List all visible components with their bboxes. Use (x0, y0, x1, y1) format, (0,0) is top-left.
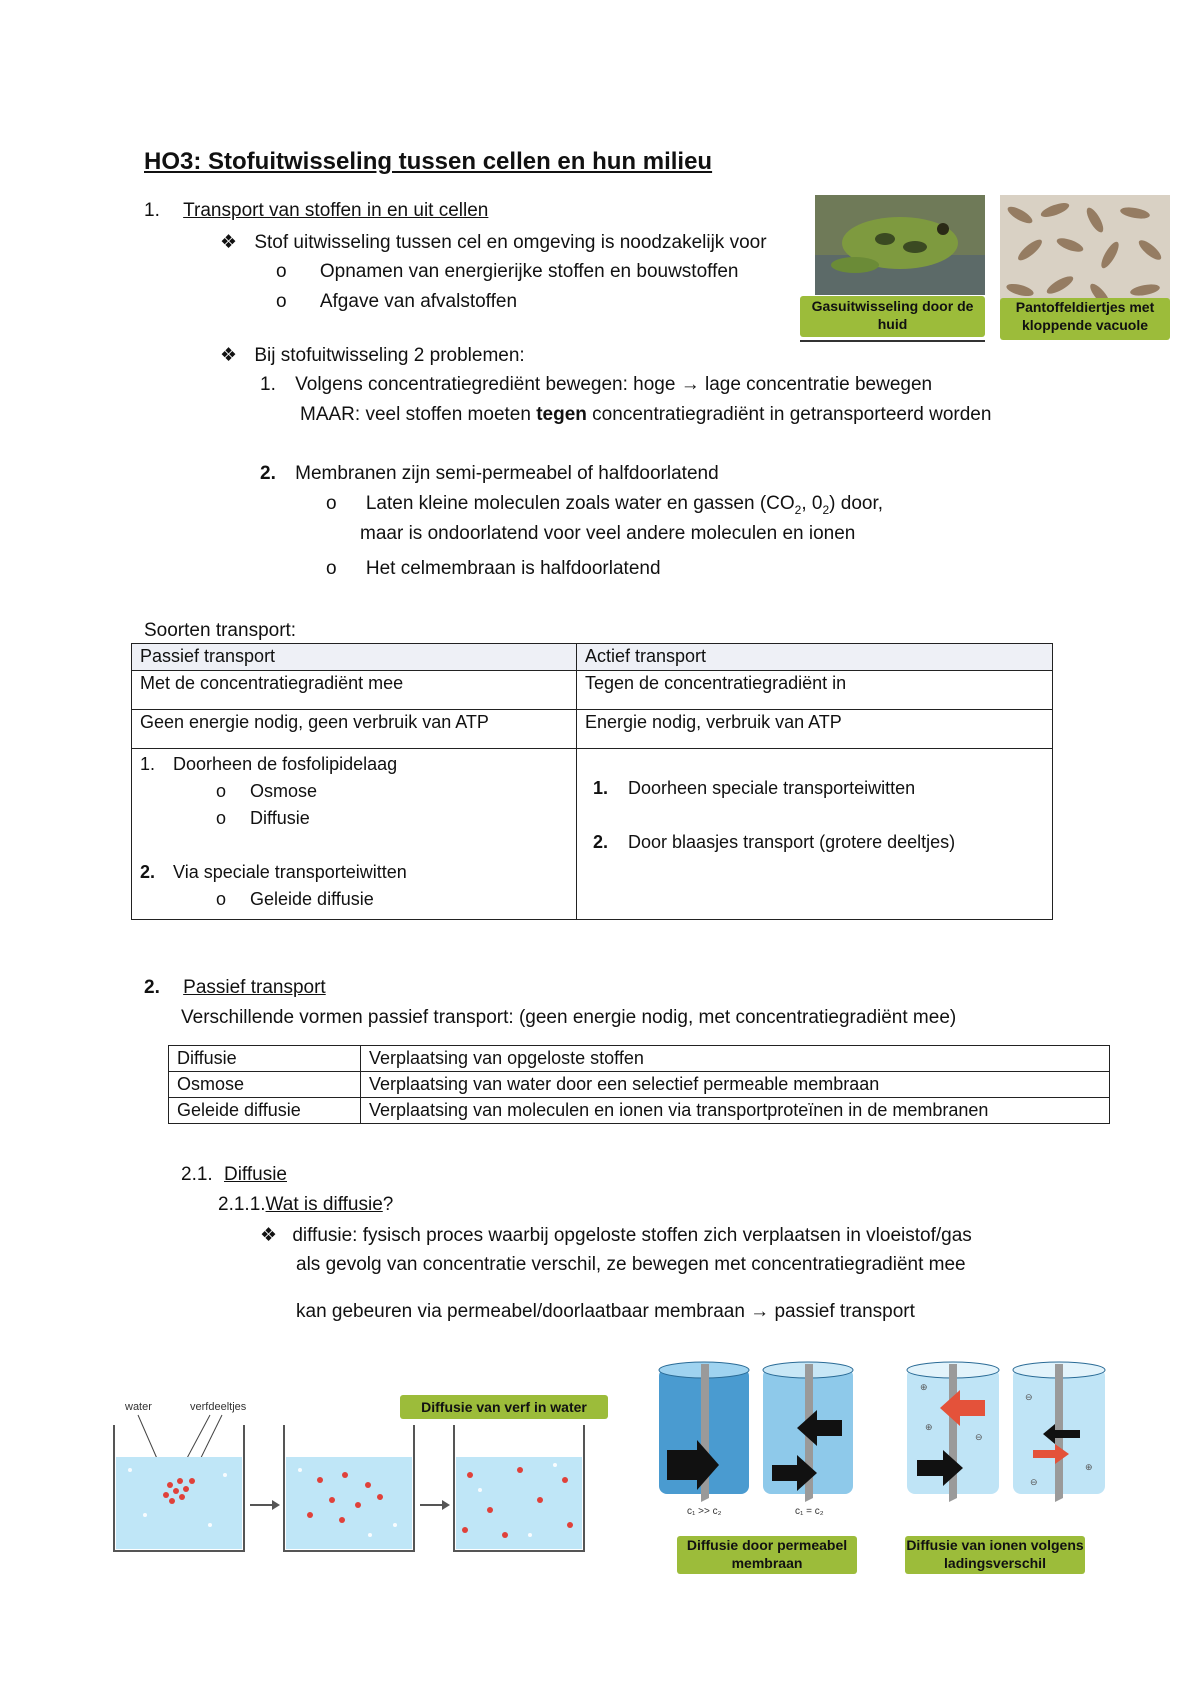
soorten-label: Soorten transport: (144, 620, 297, 641)
svg-text:⊕: ⊕ (1085, 1462, 1093, 1472)
section-title: Wat is diffusie (265, 1194, 383, 1215)
frog-caption: Gasuitwisseling door de huid (800, 296, 985, 337)
passief-list-cell (132, 749, 577, 920)
list-text: Via speciale transporteiwitten (173, 862, 407, 882)
circle-bullet-icon: o (276, 261, 287, 282)
ion-diffusion-figure (905, 1360, 1110, 1520)
actief-list-cell (577, 749, 1053, 920)
circle-bullet-icon: o (216, 889, 227, 909)
list-text: Doorheen de fosfolipidelaag (173, 754, 398, 774)
list-text: Osmose (250, 781, 318, 801)
sub-item-text: Afgave van afvalstoffen (319, 291, 518, 312)
section-1-heading (144, 200, 488, 222)
circle-bullet-icon: o (326, 558, 337, 579)
sub-text: ) door, (829, 493, 884, 514)
maar-text-c: concentratiegradiënt in getransporteerd worden (586, 404, 992, 425)
question-mark: ? (382, 1194, 394, 1215)
list-text: Geleide diffusie (250, 889, 374, 909)
ion-cylinders-icon (905, 1360, 1110, 1520)
sub-item (276, 291, 517, 313)
table-cell: Diffusie (169, 1046, 361, 1072)
verf-caption: Diffusie van verf in water (400, 1395, 608, 1419)
bullet-text: Stof uitwisseling tussen cel en omgeving is noodzakelijk voor (254, 232, 767, 253)
definition-cont: als gevolg van concentratie verschil, ze bewegen met concentratiegradiënt mee (296, 1254, 966, 1275)
paramecium-caption: Pantoffeldiertjes met kloppende vacuole (1000, 298, 1170, 340)
section-number: 2. (144, 977, 160, 998)
bullet-text: Bij stofuitwisseling 2 problemen: (254, 345, 525, 366)
list-text: Door blaasjes transport (grotere deeltjes) (628, 832, 956, 852)
table-row (132, 749, 1053, 920)
problem-2-sub-2 (326, 558, 661, 580)
diamond-bullet-icon: ❖ (220, 232, 238, 253)
divider (800, 340, 985, 342)
problem-text: Membranen zijn semi-permeabel of halfdoorlatend (295, 463, 719, 484)
circle-bullet-icon: o (326, 493, 337, 514)
section-2-heading (144, 977, 326, 999)
section-title: Diffusie (223, 1164, 287, 1185)
table-row (169, 1046, 1110, 1072)
problem-number: 1. (260, 374, 276, 395)
list-text: Diffusie (250, 808, 310, 828)
section-2-intro: Verschillende vormen passief transport: (geen energie nodig, met concentratiegradiënt mee) (181, 1007, 957, 1028)
header-cell: Passief transport (132, 644, 577, 671)
soorten-table (131, 643, 1053, 920)
section-title: Passief transport (183, 977, 326, 998)
ionen-caption: Diffusie van ionen volgens ladingsverschil (905, 1536, 1085, 1574)
paramecium-photo (1000, 195, 1170, 315)
diamond-bullet-icon: ❖ (260, 1225, 278, 1246)
paramecium-image-icon (1000, 195, 1170, 315)
problem-text: Volgens concentratiegrediënt bewegen: hoge → lage concentratie bewegen (295, 374, 933, 395)
section-number: 2.1. (181, 1164, 213, 1185)
subscript: 2 (794, 502, 802, 517)
permeable-caption: Diffusie door permeabel membraan (677, 1536, 857, 1574)
water-label: water (125, 1401, 152, 1413)
header-cell: Actief transport (577, 644, 1053, 671)
problem-1-maar (300, 404, 991, 426)
section-2-1-1-heading (218, 1194, 393, 1216)
passief-forms-table (168, 1045, 1110, 1124)
table-cell: Tegen de concentratiegradiënt in (577, 671, 1053, 710)
section-title: Transport van stoffen in en uit cellen (183, 200, 489, 221)
table-cell: Geen energie nodig, geen verbruik van ATP (132, 710, 577, 749)
table-cell: Verplaatsing van water door een selectief permeable membraan (361, 1072, 1110, 1098)
frog-photo (815, 195, 985, 295)
problem-2-sub-1-cont: maar is ondoorlatend voor veel andere moleculen en ionen (360, 523, 856, 544)
table-header-row (132, 644, 1053, 671)
frog-image-icon (815, 195, 985, 295)
page-title: HO3: Stofuitwisseling tussen cellen en hun milieu (144, 148, 713, 175)
problem-number: 2. (260, 463, 276, 484)
sub-item-text: Opnamen van energierijke stoffen en bouwstoffen (319, 261, 739, 282)
sub-text: , 0 (801, 493, 823, 514)
table-cell: Osmose (169, 1072, 361, 1098)
verf-label: verfdeeltjes (190, 1401, 247, 1413)
permeable-membrane-figure (657, 1360, 857, 1520)
table-row (132, 671, 1053, 710)
table-cell: Verplaatsing van moleculen en ionen via transportproteïnen in de membranen (361, 1098, 1110, 1124)
list-number: 2. (140, 862, 156, 882)
problem-2 (260, 463, 719, 485)
diamond-bullet-icon: ❖ (220, 345, 238, 366)
table-cell: Geleide diffusie (169, 1098, 361, 1124)
subscript: 2 (822, 502, 830, 517)
table-row (169, 1098, 1110, 1124)
maar-text-a: MAAR: veel stoffen moeten (300, 404, 537, 425)
c1-gt-c2-label: c₁ >> c₂ (687, 1506, 722, 1517)
table-cell: Energie nodig, verbruik van ATP (577, 710, 1053, 749)
section-number: 1. (144, 200, 160, 221)
list-number: 2. (593, 832, 609, 852)
maar-text-bold: tegen (536, 404, 587, 425)
table-cell: Met de concentratiegradiënt mee (132, 671, 577, 710)
table-row (169, 1072, 1110, 1098)
definition-note: kan gebeuren via permeabel/doorlaatbaar membraan → passief transport (296, 1301, 915, 1322)
sub-text: Laten kleine moleculen zoals water en gassen (CO (365, 493, 795, 514)
list-number: 1. (593, 778, 609, 798)
bullet-item (220, 344, 525, 367)
section-number: 2.1.1. (218, 1194, 266, 1215)
circle-bullet-icon: o (216, 808, 227, 828)
c1-eq-c2-label: c₁ = c₂ (795, 1506, 824, 1517)
svg-text:⊖: ⊖ (1025, 1392, 1033, 1402)
table-row (132, 710, 1053, 749)
sub-item (276, 261, 739, 283)
list-number: 1. (140, 754, 156, 774)
definition-bullet (260, 1224, 972, 1247)
svg-text:⊖: ⊖ (1030, 1477, 1038, 1487)
problem-1 (260, 374, 932, 396)
circle-bullet-icon: o (276, 291, 287, 312)
circle-bullet-icon: o (216, 781, 227, 801)
sub-text: Het celmembraan is halfdoorlatend (365, 558, 661, 579)
section-2-1-heading (181, 1164, 287, 1186)
bullet-item (220, 231, 767, 254)
table-cell: Verplaatsing van opgeloste stoffen (361, 1046, 1110, 1072)
svg-text:⊖: ⊖ (975, 1432, 983, 1442)
membrane-cylinders-icon (657, 1360, 857, 1520)
svg-text:⊕: ⊕ (925, 1422, 933, 1432)
problem-2-sub-1 (326, 493, 883, 517)
list-text: Doorheen speciale transporteiwitten (628, 778, 916, 798)
definition-text: diffusie: fysisch proces waarbij opgeloste stoffen zich verplaatsen in vloeistof/gas (292, 1225, 972, 1246)
svg-text:⊕: ⊕ (920, 1382, 928, 1392)
